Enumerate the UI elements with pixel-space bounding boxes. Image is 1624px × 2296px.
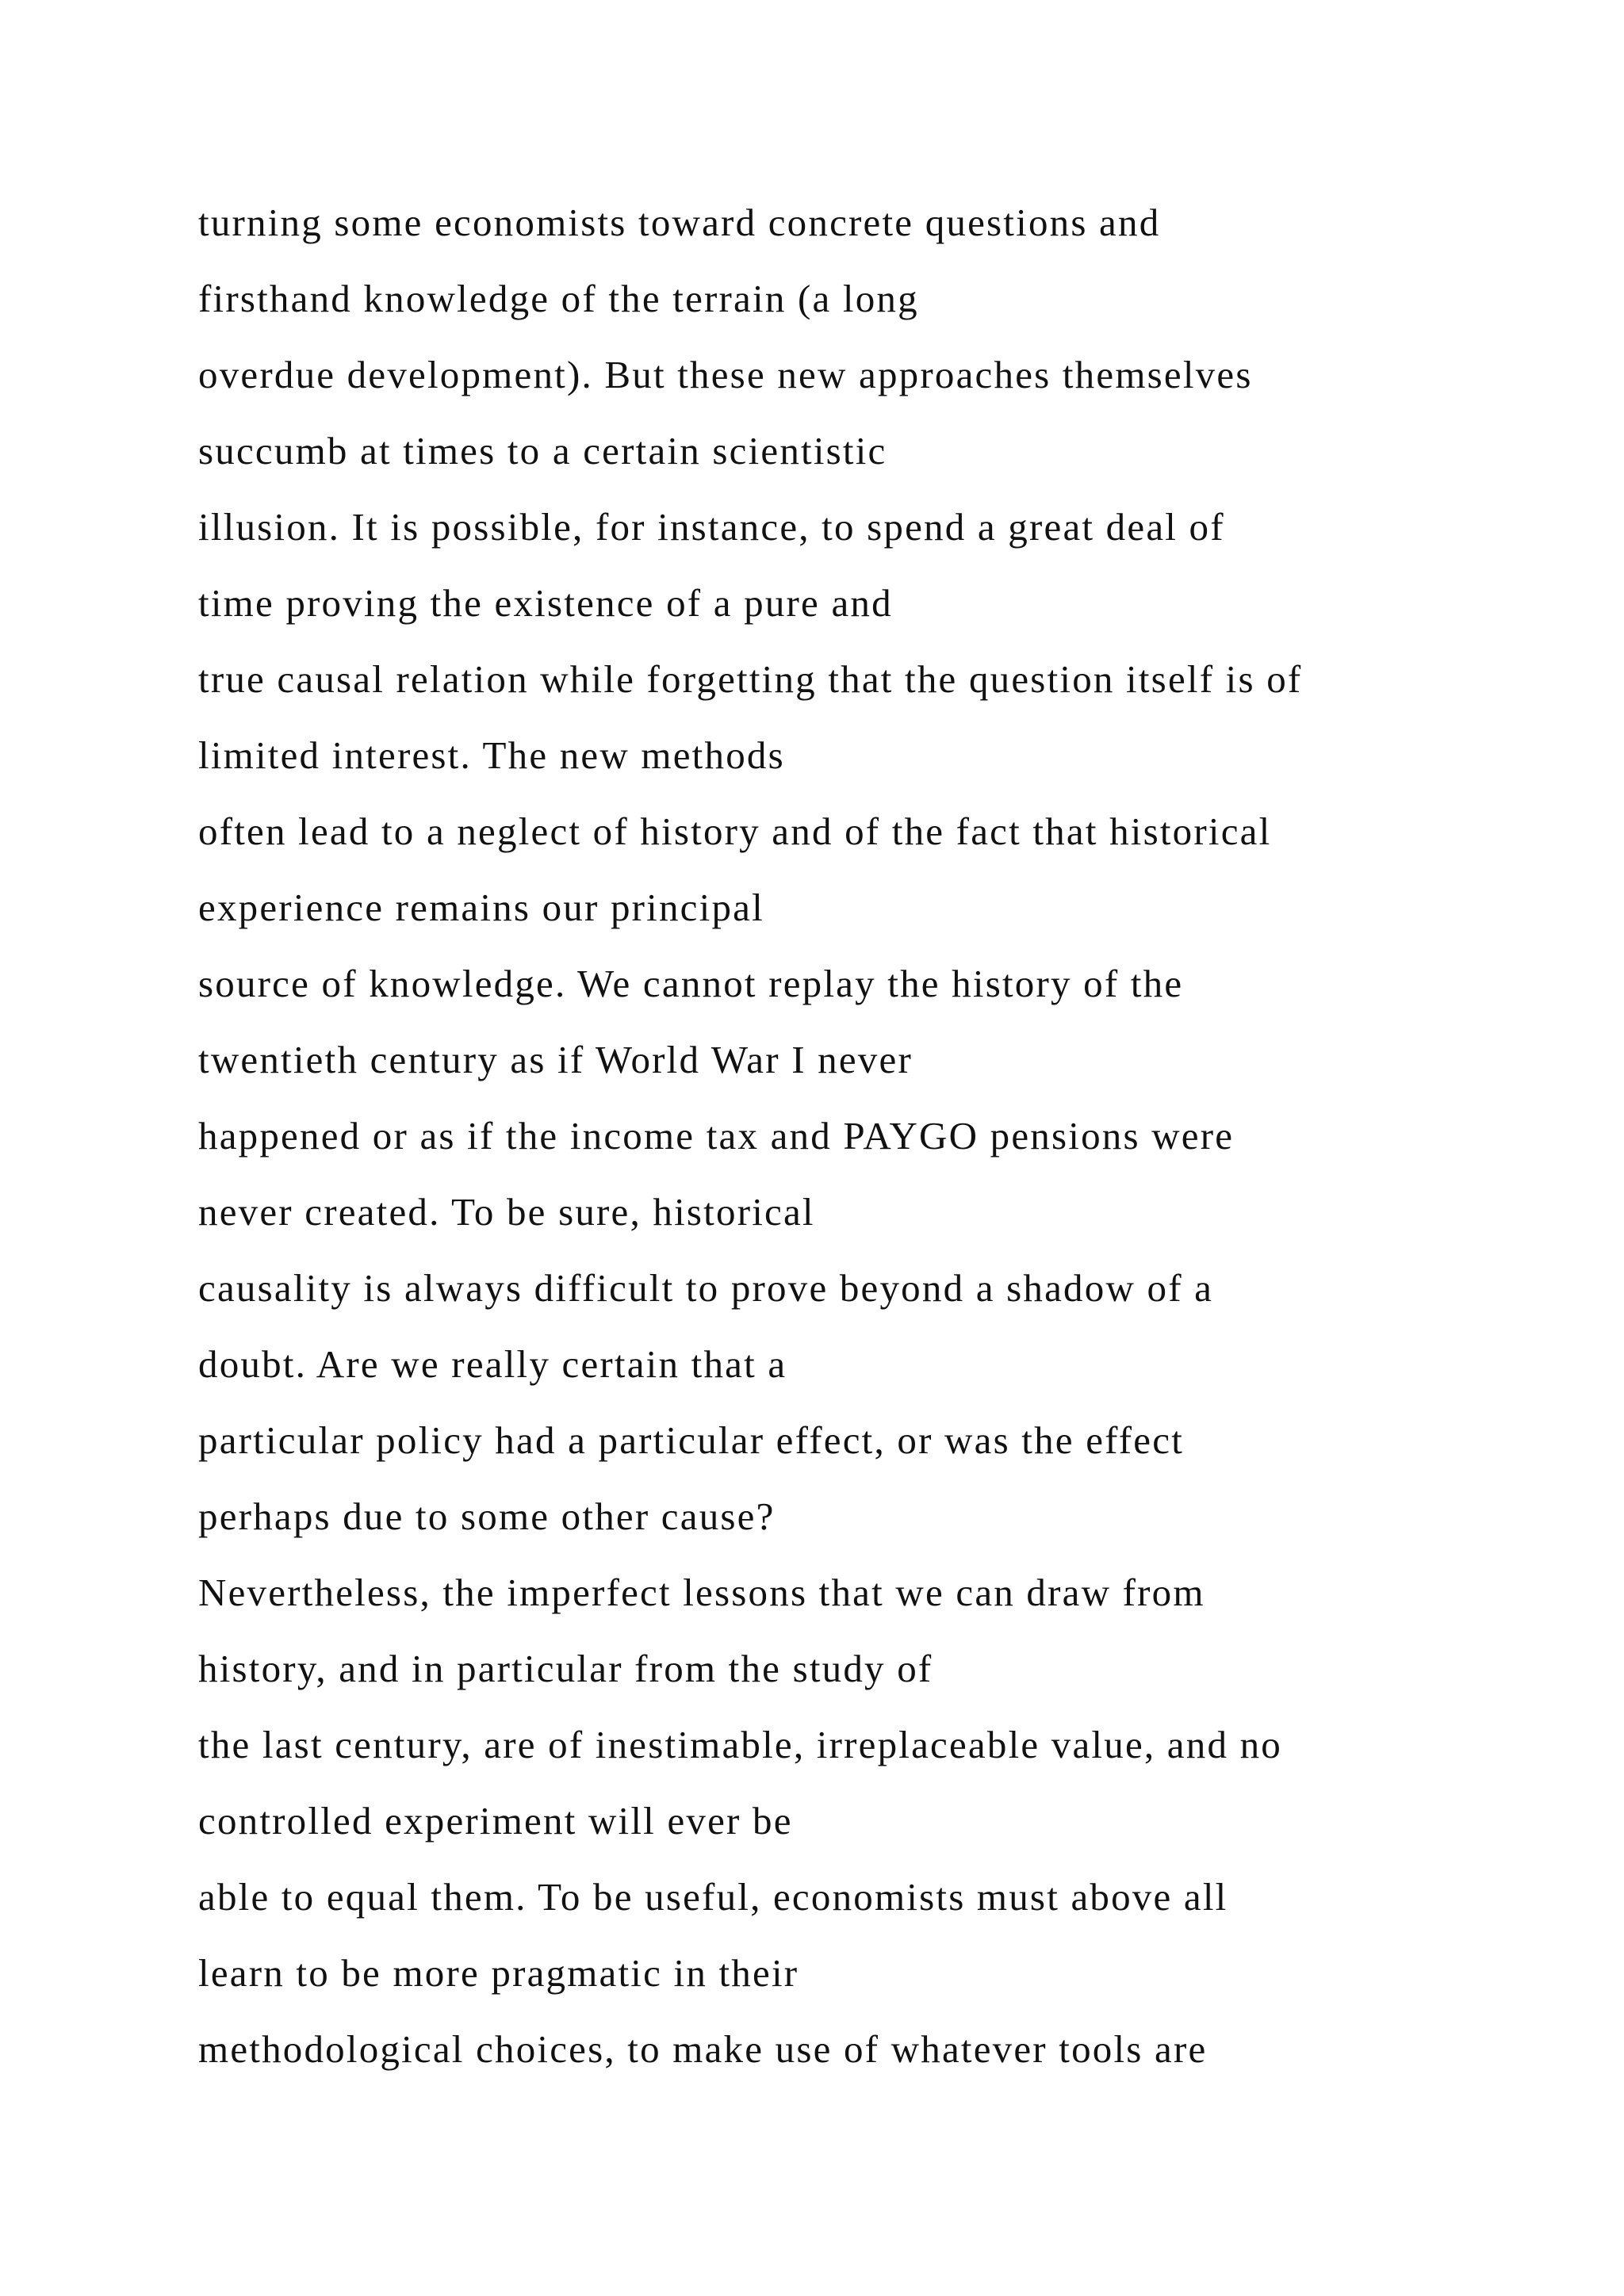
text-line: causality is always difficult to prove beyond a shadow of a	[198, 1266, 1214, 1310]
text-line: learn to be more pragmatic in their	[198, 1951, 799, 1995]
text-line: the last century, are of inestimable, irreplaceable value, and no	[198, 1723, 1282, 1766]
text-line: succumb at times to a certain scientistic	[198, 429, 887, 473]
text-line: Nevertheless, the imperfect lessons that we can draw from	[198, 1571, 1205, 1614]
text-line: time proving the existence of a pure and	[198, 581, 893, 625]
text-line: source of knowledge. We cannot replay the history of the	[198, 962, 1184, 1005]
text-line: twentieth century as if World War I never	[198, 1038, 913, 1081]
text-line: history, and in particular from the study of	[198, 1647, 933, 1690]
text-line: often lead to a neglect of history and of the fact that historical	[198, 809, 1272, 853]
text-line: controlled experiment will ever be	[198, 1799, 793, 1843]
text-line: able to equal them. To be useful, economists must above all	[198, 1875, 1228, 1919]
text-line: limited interest. The new methods	[198, 733, 785, 777]
text-line: perhaps due to some other cause?	[198, 1494, 776, 1538]
text-line: firsthand knowledge of the terrain (a long	[198, 277, 919, 320]
text-line: methodological choices, to make use of whatever tools are	[198, 2027, 1208, 2071]
text-line: overdue development). But these new approaches themselves	[198, 353, 1253, 396]
text-line: true causal relation while forgetting that the question itself is of	[198, 657, 1303, 701]
body-text	[198, 198, 1546, 2101]
text-line: happened or as if the income tax and PAYGO pensions were	[198, 1114, 1235, 1158]
text-line: doubt. Are we really certain that a	[198, 1342, 787, 1386]
text-line: particular policy had a particular effect, or was the effect	[198, 1418, 1185, 1462]
text-line: illusion. It is possible, for instance, to spend a great deal of	[198, 505, 1225, 549]
text-line: never created. To be sure, historical	[198, 1190, 815, 1234]
text-line: turning some economists toward concrete questions and	[198, 201, 1161, 244]
text-line: experience remains our principal	[198, 886, 764, 929]
